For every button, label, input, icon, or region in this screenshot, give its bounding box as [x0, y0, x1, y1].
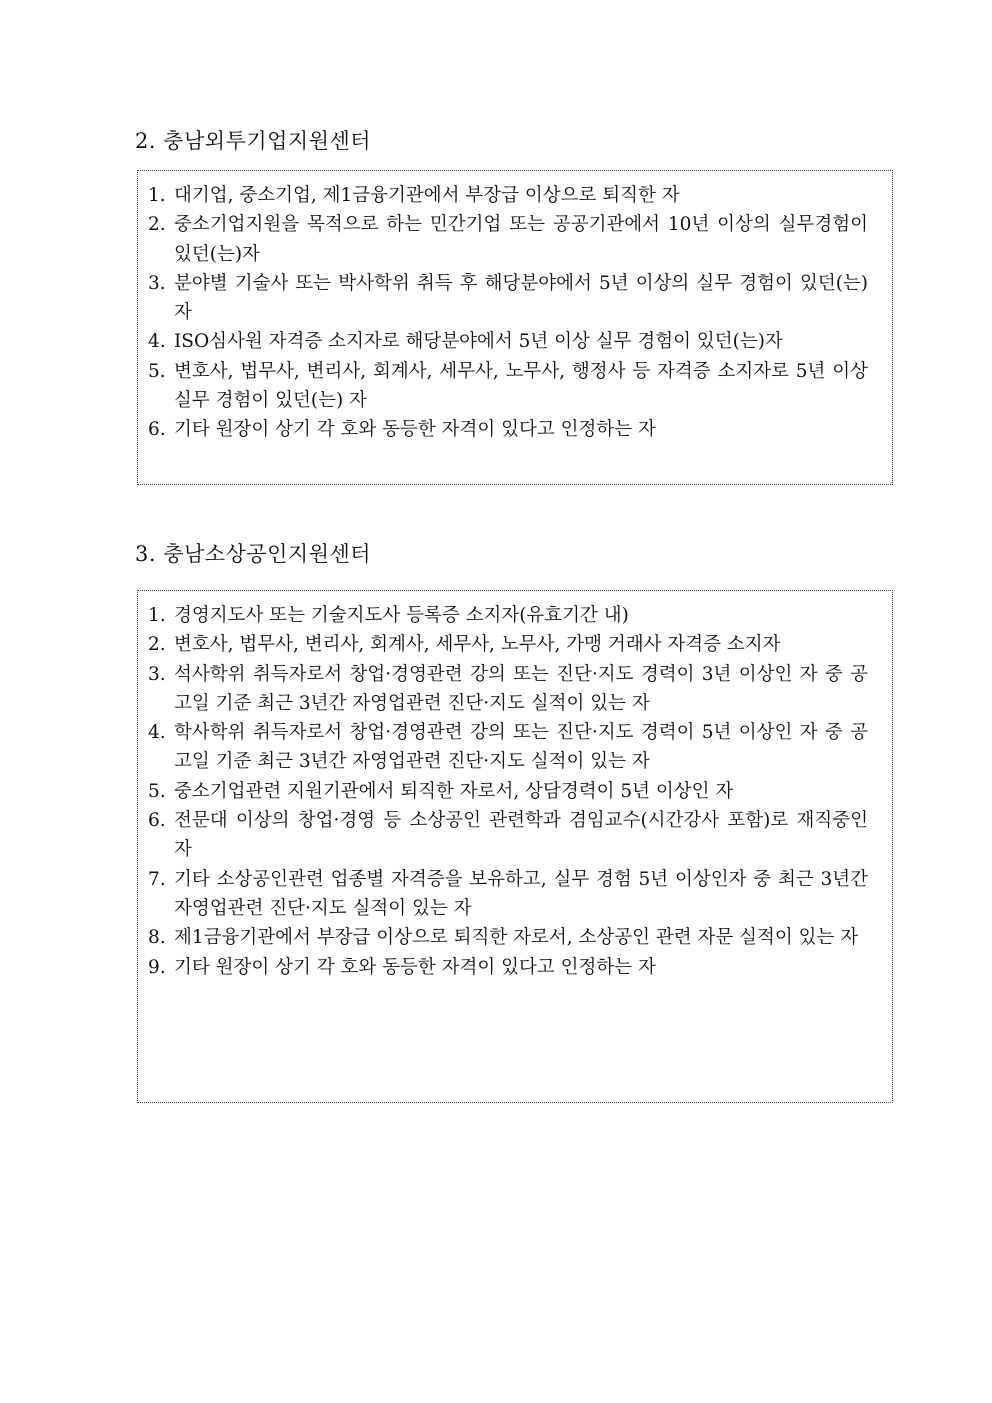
item-number: 5.	[148, 780, 166, 802]
list-item	[148, 269, 868, 328]
item-text: 제1금융기관에서 부장급 이상으로 퇴직한 자로서, 소상공인 관련 자문 실적이 있는 자	[174, 927, 859, 949]
item-number: 7.	[148, 868, 166, 890]
list-item	[148, 718, 868, 777]
list-item	[148, 601, 868, 630]
item-number: 5.	[148, 360, 166, 382]
list-item	[148, 660, 868, 719]
list-item	[148, 777, 868, 806]
item-number: 6.	[148, 810, 166, 832]
item-text: 학사학위 취득자로서 창업·경영관련 강의 또는 진단·지도 경력이 5년 이상인 자 중 공고일 기준 최근 3년간 자영업관련 진단·지도 실적이 있는 자	[174, 722, 868, 773]
item-text: ISO심사원 자격증 소지자로 해당분야에서 5년 이상 실무 경험이 있던(는)자	[174, 331, 783, 353]
list-item	[148, 953, 868, 982]
item-number: 2.	[148, 634, 166, 656]
list-item	[148, 357, 868, 416]
item-text: 기타 원장이 상기 각 호와 동등한 자격이 있다고 인정하는 자	[174, 956, 656, 978]
item-text: 중소기업지원을 목적으로 하는 민간기업 또는 공공기관에서 10년 이상의 실무경험이 있던(는)자	[174, 214, 868, 265]
qualification-list	[148, 601, 868, 982]
item-text: 중소기업관련 지원기관에서 퇴직한 자로서, 상담경력이 5년 이상인 자	[174, 780, 734, 802]
item-number: 1.	[148, 185, 166, 206]
item-number: 1.	[148, 605, 166, 626]
item-number: 4.	[148, 722, 166, 744]
item-number: 4.	[148, 331, 166, 353]
item-text: 기타 소상공인관련 업종별 자격증을 보유하고, 실무 경험 5년 이상인자 중 최근 3년간 자영업관련 진단·지도 실적이 있는 자	[174, 868, 868, 919]
list-item	[148, 415, 868, 444]
list-item	[148, 327, 868, 356]
list-item	[148, 210, 868, 269]
qualification-list	[148, 181, 868, 445]
list-item	[148, 630, 868, 659]
list-item	[148, 806, 868, 865]
item-text: 변호사, 법무사, 변리사, 회계사, 세무사, 노무사, 행정사 등 자격증 소지자로 5년 이상 실무 경험이 있던(는) 자	[174, 360, 868, 412]
list-item	[148, 181, 868, 210]
item-text: 분야별 기술사 또는 박사학위 취득 후 해당분야에서 5년 이상의 실무 경험이 있던(는)자	[174, 272, 868, 324]
item-number: 9.	[148, 956, 166, 978]
item-number: 6.	[148, 419, 166, 441]
list-item	[148, 865, 868, 924]
item-number: 3.	[148, 663, 166, 685]
qualification-box-foreign-investment-center	[137, 170, 893, 485]
section-title-foreign-investment-center: 2. 충남외투기업지원센터	[135, 129, 372, 153]
item-text: 변호사, 법무사, 변리사, 회계사, 세무사, 노무사, 가맹 거래사 자격증 소지자	[174, 634, 781, 656]
item-number: 8.	[148, 927, 166, 949]
section-title-small-business-center: 3. 충남소상공인지원센터	[135, 542, 372, 566]
item-text: 기타 원장이 상기 각 호와 동등한 자격이 있다고 인정하는 자	[174, 419, 656, 441]
item-number: 2.	[148, 214, 166, 236]
list-item	[148, 923, 868, 952]
item-text: 경영지도사 또는 기술지도사 등록증 소지자(유효기간 내)	[174, 605, 629, 626]
item-text: 전문대 이상의 창업·경영 등 소상공인 관련학과 겸임교수(시간강사 포함)로 재직중인 자	[174, 810, 868, 861]
item-number: 3.	[148, 272, 166, 294]
item-text: 석사학위 취득자로서 창업·경영관련 강의 또는 진단·지도 경력이 3년 이상인 자 중 공고일 기준 최근 3년간 자영업관련 진단·지도 실적이 있는 자	[174, 663, 868, 714]
qualification-box-small-business-center	[137, 590, 893, 1103]
item-text: 대기업, 중소기업, 제1금융기관에서 부장급 이상으로 퇴직한 자	[174, 185, 680, 206]
